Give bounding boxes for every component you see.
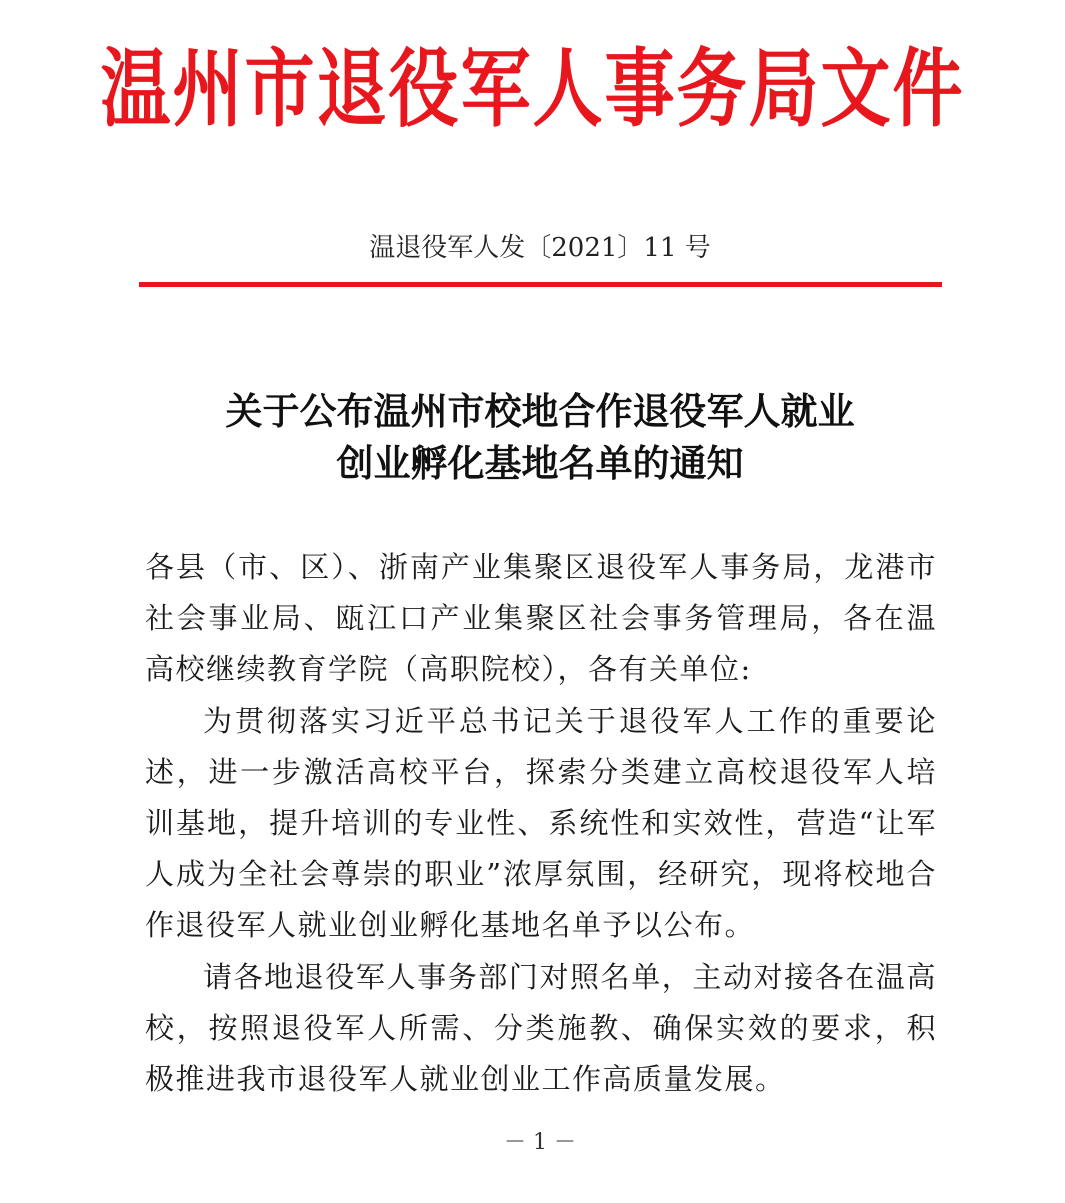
addressees-paragraph: 各县（市、区）、浙南产业集聚区退役军人事务局，龙港市社会事业局、瓯江口产业集聚区社会事务管理局，各在温高校继续教育学院（高职院校），各有关单位: — [145, 550, 937, 687]
body-paragraph-2: 请各地退役军人事务部门对照名单，主动对接各在温高校，按照退役军人所需、分类施教、确保实效的要求，积极推进我市退役军人就业创业工作高质量发展。 — [145, 959, 937, 1097]
document-number: 温退役军人发〔2021〕11 号 — [369, 233, 711, 263]
red-divider-line — [139, 282, 942, 287]
body-paragraph-1: 为贯彻落实习近平总书记关于退役军人工作的重要论述，进一步激活高校平台，探索分类建立高校退役军人培训基地，提升培训的专业性、系统性和实效性，营造“让军人成为全社会尊崇的职业”浓厚氛围，经研究，现将校地合作退役军人就业创业孵化基地名单予以公布。 — [145, 703, 937, 943]
issuer-title: 温州市退役军人事务局文件 — [100, 37, 965, 140]
notice-title-line-2: 创业孵化基地名单的通知 — [336, 441, 744, 485]
notice-body — [145, 542, 937, 1105]
page-number: － 1 － — [504, 1130, 576, 1155]
notice-title-line-1: 关于公布温州市校地合作退役军人就业 — [225, 389, 855, 433]
